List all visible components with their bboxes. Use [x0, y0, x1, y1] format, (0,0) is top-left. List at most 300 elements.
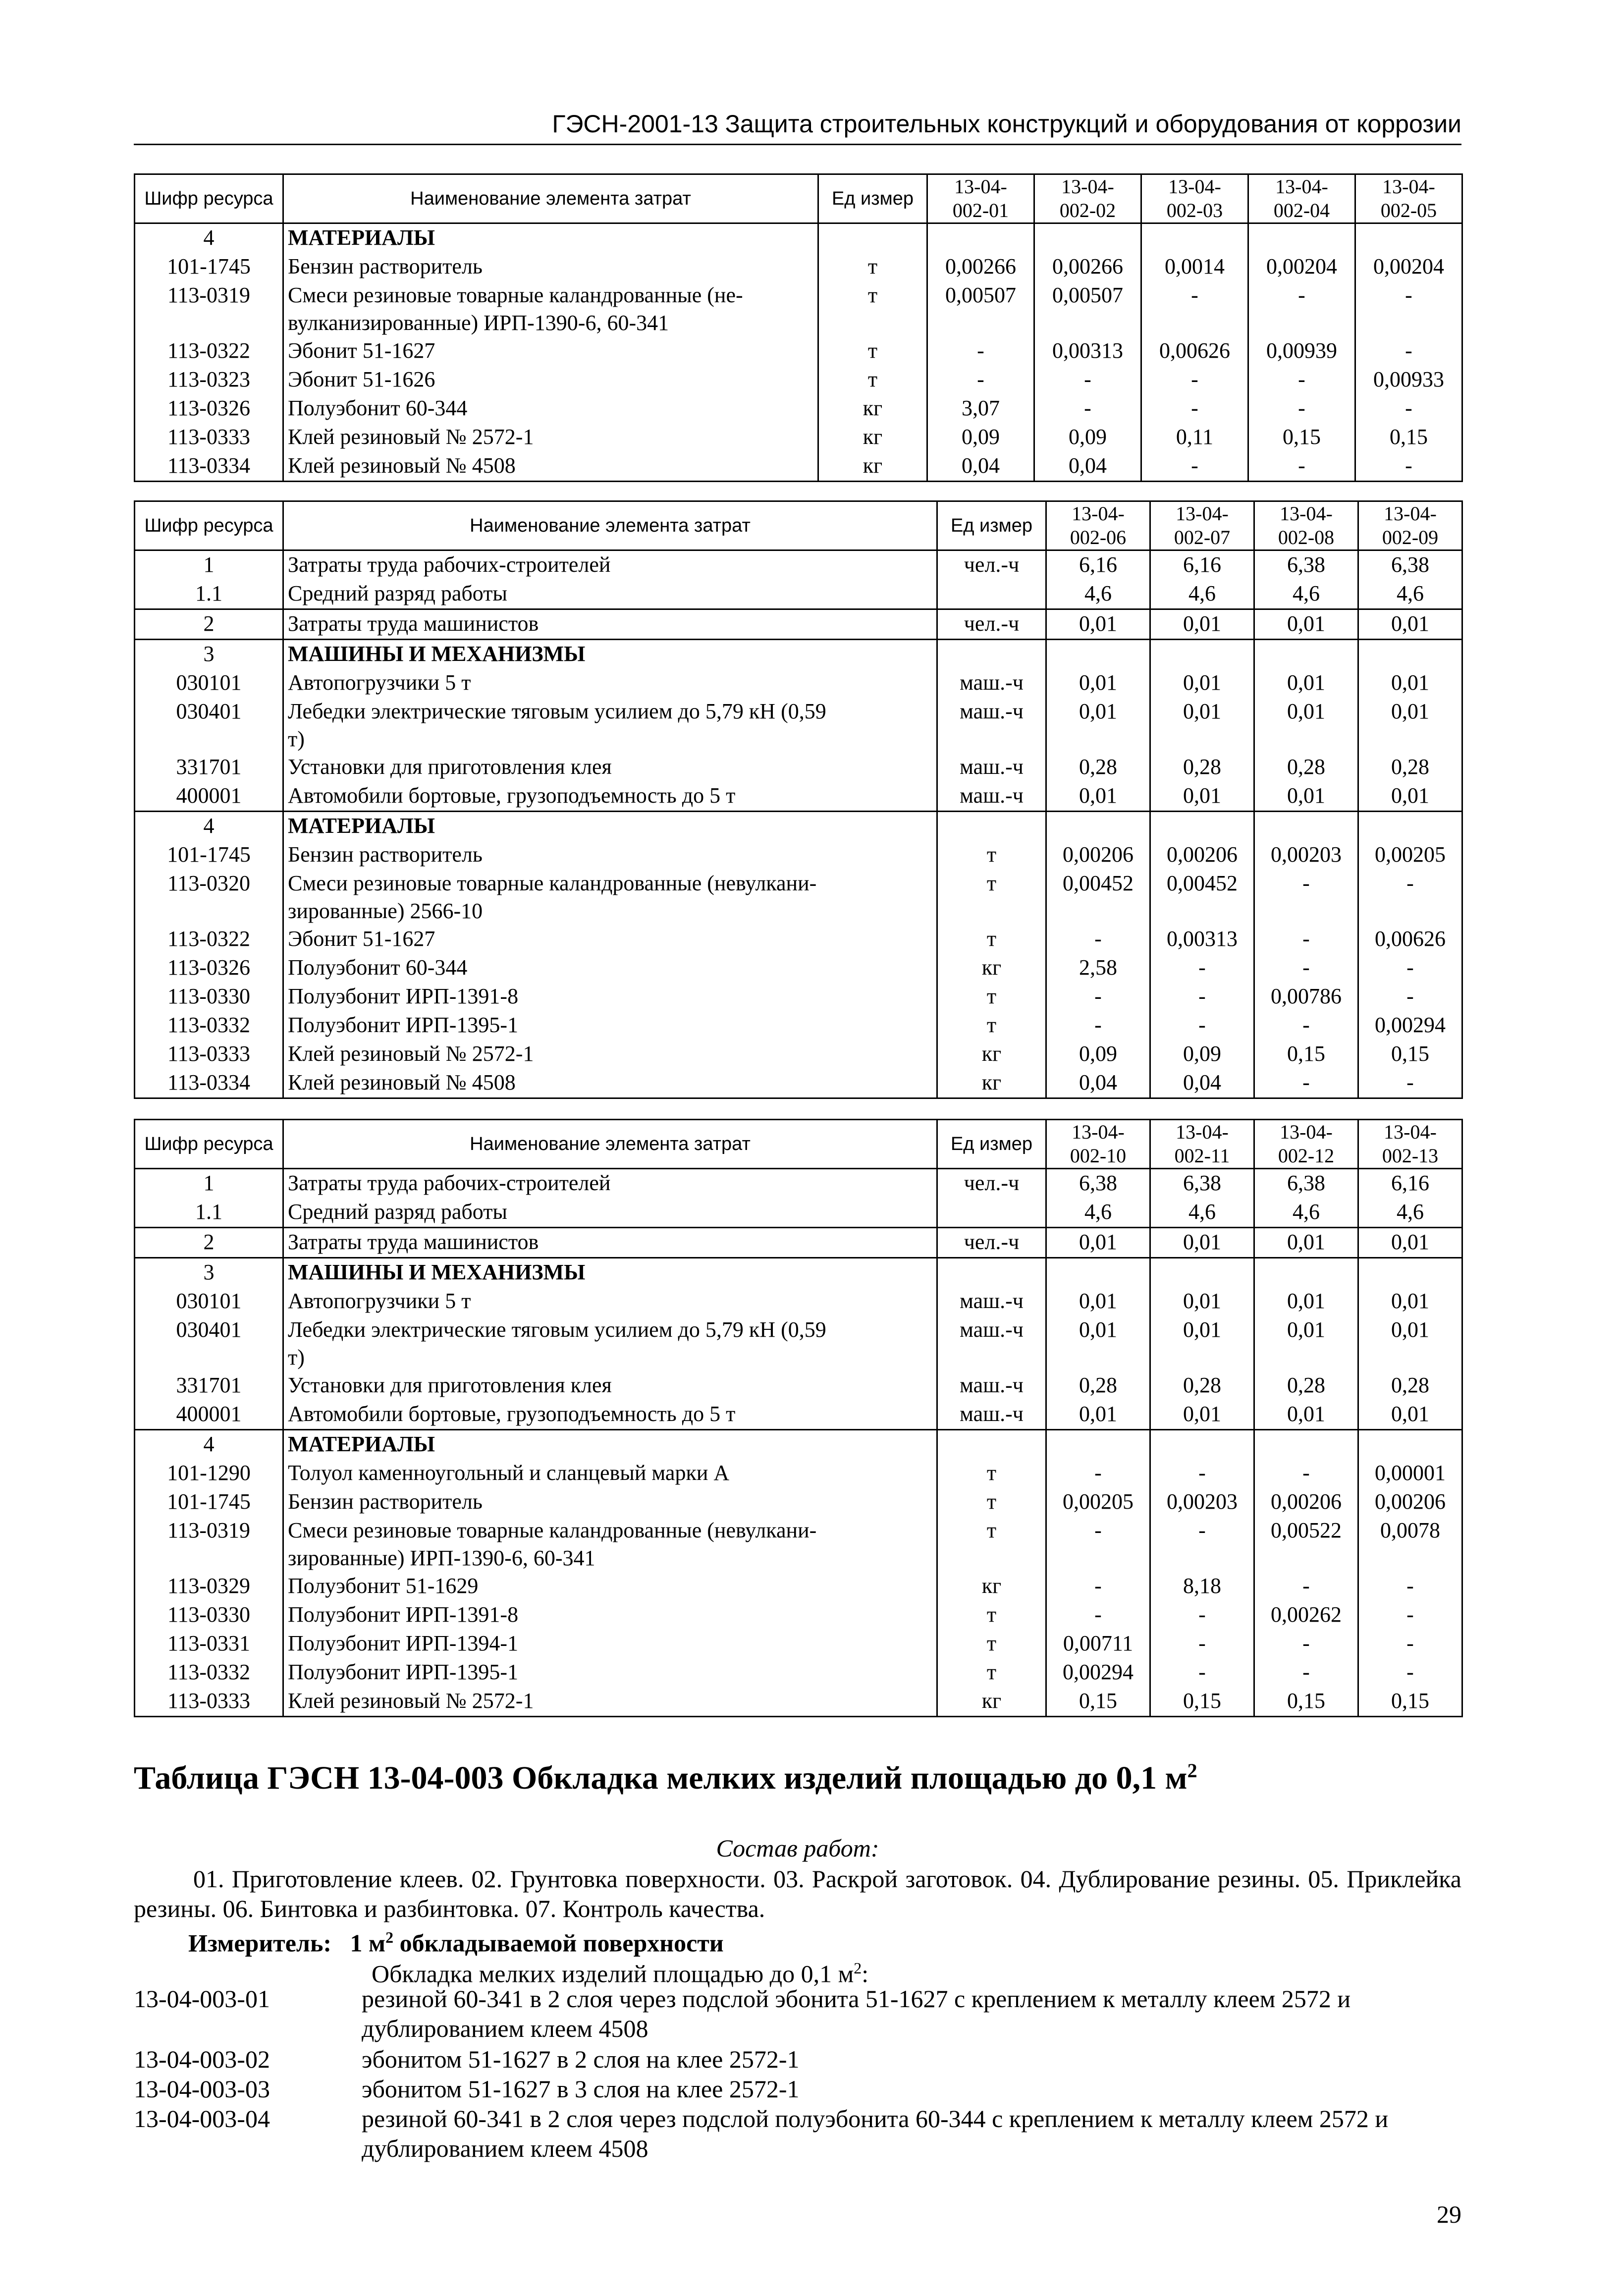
value-cell: 4,6 [1046, 580, 1150, 609]
element-name: Средний разряд работы [283, 1198, 937, 1228]
value-cell: - [1254, 1011, 1358, 1040]
header-norm-code: 13-04- 002-06 [1046, 501, 1150, 550]
table-row [135, 669, 1462, 698]
value-cell: - [1141, 366, 1248, 394]
element-name: Толуол каменноугольный и сланцевый марки А [283, 1459, 937, 1488]
value-cell: 0,00206 [1150, 841, 1254, 870]
element-name: Полуэбонит 51-1629 [283, 1572, 937, 1601]
value-cell: - [1358, 1601, 1462, 1630]
table-header-row [135, 501, 1462, 550]
resource-code: 400001 [135, 782, 283, 812]
value-cell: 0,01 [1358, 698, 1462, 753]
resource-code: 2 [135, 1228, 283, 1258]
section-row [135, 1258, 1462, 1288]
table-row [135, 423, 1462, 452]
norm-item-text: резиной 60-341 в 2 слоя через подслой эбонита 51-1627 с креплением к металлу клеем 2572 и дублированием клеем 4508 [362, 1985, 1351, 2042]
element-name: Бензин растворитель [283, 841, 937, 870]
resource-code: 113-0333 [135, 423, 283, 452]
value-cell: 0,01 [1254, 698, 1358, 753]
table-row [135, 954, 1462, 983]
header-norm-code: 13-04- 002-01 [927, 174, 1034, 223]
value-cell [1046, 640, 1150, 669]
value-cell: - [1034, 366, 1141, 394]
value-cell: - [927, 366, 1034, 394]
header-unit: Ед измер [937, 501, 1046, 550]
value-cell: 0,00266 [927, 253, 1034, 281]
section-title: МАТЕРИАЛЫ [283, 812, 937, 841]
resource-code: 113-0332 [135, 1011, 283, 1040]
value-cell: - [1254, 954, 1358, 983]
value-cell: - [1358, 1630, 1462, 1658]
value-cell: 4,6 [1358, 580, 1462, 609]
value-cell: 0,01 [1254, 669, 1358, 698]
value-cell: - [1150, 1601, 1254, 1630]
table-row [135, 1687, 1462, 1717]
unit-cell: маш.-ч [937, 1287, 1046, 1316]
value-cell: 0,00313 [1034, 337, 1141, 366]
value-cell: - [1150, 1630, 1254, 1658]
value-cell: 0,28 [1046, 753, 1150, 782]
measurement-pre: 1 м [350, 1929, 386, 1957]
element-name: Установки для приготовления клея [283, 1371, 937, 1400]
value-cell: 0,00626 [1358, 925, 1462, 954]
value-cell: - [1046, 1601, 1150, 1630]
value-cell [1141, 223, 1248, 253]
value-cell: - [1358, 1658, 1462, 1687]
value-cell: 0,00294 [1046, 1658, 1150, 1687]
value-cell: 0,15 [1150, 1687, 1254, 1717]
header-norm-code: 13-04- 002-03 [1141, 174, 1248, 223]
value-cell: 0,00206 [1358, 1488, 1462, 1517]
value-cell: 0,15 [1254, 1687, 1358, 1717]
value-cell [1254, 1430, 1358, 1460]
value-cell: 0,01 [1046, 1228, 1150, 1258]
value-cell: 4,6 [1150, 580, 1254, 609]
unit-cell: т [937, 1488, 1046, 1517]
table-row [135, 698, 1462, 753]
resource-code: 4 [135, 1430, 283, 1460]
element-name: Полуэбонит 60-344 [283, 394, 818, 423]
header-norm-code: 13-04- 002-13 [1358, 1120, 1462, 1169]
value-cell: 0,01 [1046, 1316, 1150, 1371]
value-cell: 0,01 [1358, 782, 1462, 812]
section-row [135, 812, 1462, 841]
value-cell: 0,00203 [1150, 1488, 1254, 1517]
element-name: Эбонит 51-1627 [283, 337, 818, 366]
table-row [135, 1601, 1462, 1630]
value-cell: 0,01 [1254, 782, 1358, 812]
unit-cell: т [937, 1630, 1046, 1658]
element-name: Эбонит 51-1626 [283, 366, 818, 394]
value-cell: - [1046, 1459, 1150, 1488]
resource-code: 113-0330 [135, 983, 283, 1011]
value-cell [1358, 1430, 1462, 1460]
value-cell: 0,00507 [927, 281, 1034, 337]
value-cell: 0,00313 [1150, 925, 1254, 954]
value-cell: 0,00204 [1355, 253, 1462, 281]
element-name: Автопогрузчики 5 т [283, 1287, 937, 1316]
resource-code: 113-0322 [135, 925, 283, 954]
value-cell: 0,28 [1046, 1371, 1150, 1400]
table-row [135, 1572, 1462, 1601]
value-cell: 0,28 [1150, 1371, 1254, 1400]
value-cell [1150, 1258, 1254, 1288]
value-cell: 4,6 [1150, 1198, 1254, 1228]
table-heading-text: Таблица ГЭСН 13-04-003 Обкладка мелких изделий площадью до 0,1 м [134, 1760, 1187, 1796]
value-cell: 0,01 [1150, 1228, 1254, 1258]
table-row [135, 366, 1462, 394]
table-row [135, 1316, 1462, 1371]
table-row [135, 983, 1462, 1011]
header-norm-code: 13-04- 002-07 [1150, 501, 1254, 550]
table-row [135, 753, 1462, 782]
table-row [135, 1517, 1462, 1572]
resource-code: 113-0334 [135, 452, 283, 482]
value-cell: 0,01 [1150, 1316, 1254, 1371]
value-cell: 0,00204 [1248, 253, 1355, 281]
value-cell: 0,01 [1254, 609, 1358, 640]
element-name: Эбонит 51-1627 [283, 925, 937, 954]
value-cell: 0,15 [1248, 423, 1355, 452]
value-cell: 0,0078 [1358, 1517, 1462, 1572]
value-cell: 0,28 [1254, 753, 1358, 782]
value-cell: - [1150, 983, 1254, 1011]
resource-code: 030401 [135, 1316, 283, 1371]
resource-code: 3 [135, 640, 283, 669]
lining-caption-pre: Обкладка мелких изделий площадью до 0,1 м [372, 1960, 854, 1988]
table-row [135, 1488, 1462, 1517]
value-cell: 6,16 [1150, 550, 1254, 580]
resource-code: 1 [135, 1169, 283, 1199]
resource-code: 101-1745 [135, 1488, 283, 1517]
resource-code: 030101 [135, 1287, 283, 1316]
section-row [135, 223, 1462, 253]
lining-caption-sup: 2 [854, 1959, 862, 1977]
resource-code: 113-0332 [135, 1658, 283, 1687]
resource-code: 113-0326 [135, 394, 283, 423]
value-cell: 0,01 [1150, 609, 1254, 640]
value-cell: 0,01 [1358, 1287, 1462, 1316]
value-cell: 8,18 [1150, 1572, 1254, 1601]
unit-cell: кг [937, 954, 1046, 983]
norm-item-text: эбонитом 51-1627 в 3 слоя на клее 2572-1 [362, 2075, 800, 2103]
value-cell: 0,15 [1358, 1040, 1462, 1069]
value-cell: 0,00786 [1254, 983, 1358, 1011]
resource-code: 113-0334 [135, 1069, 283, 1098]
table-header-row [135, 1120, 1462, 1169]
value-cell: 0,28 [1358, 1371, 1462, 1400]
unit-cell: кг [818, 394, 927, 423]
value-cell: 0,01 [1150, 698, 1254, 753]
resource-code: 1.1 [135, 580, 283, 609]
section-row [135, 640, 1462, 669]
section-title: МАТЕРИАЛЫ [283, 1430, 937, 1460]
unit-cell: т [937, 983, 1046, 1011]
value-cell [1358, 1258, 1462, 1288]
value-cell: 0,00939 [1248, 337, 1355, 366]
value-cell: 4,6 [1046, 1198, 1150, 1228]
element-name: Затраты труда машинистов [283, 1228, 937, 1258]
table-row [135, 1459, 1462, 1488]
resource-code: 113-0329 [135, 1572, 283, 1601]
value-cell: 0,04 [1150, 1069, 1254, 1098]
value-cell: - [1150, 1011, 1254, 1040]
value-cell [1034, 223, 1141, 253]
value-cell: 0,01 [1046, 669, 1150, 698]
unit-cell: т [937, 1658, 1046, 1687]
resource-table-2 [134, 500, 1463, 1099]
value-cell: 0,00294 [1358, 1011, 1462, 1040]
value-cell: 0,01 [1150, 1287, 1254, 1316]
value-cell: 2,58 [1046, 954, 1150, 983]
value-cell: 6,38 [1046, 1169, 1150, 1199]
resource-code: 1.1 [135, 1198, 283, 1228]
resource-code: 113-0322 [135, 337, 283, 366]
table-row [135, 841, 1462, 870]
value-cell: 0,01 [1358, 1316, 1462, 1371]
unit-cell: т [937, 1517, 1046, 1572]
value-cell [1046, 812, 1150, 841]
resource-code: 400001 [135, 1400, 283, 1430]
resource-code: 113-0333 [135, 1040, 283, 1069]
unit-cell: т [937, 870, 1046, 925]
header-unit: Ед измер [818, 174, 927, 223]
element-name: Затраты труда машинистов [283, 609, 937, 640]
table-row [135, 253, 1462, 281]
value-cell: - [1141, 452, 1248, 482]
value-cell: - [1046, 983, 1150, 1011]
element-name: Автопогрузчики 5 т [283, 669, 937, 698]
section-title: МАШИНЫ И МЕХАНИЗМЫ [283, 640, 937, 669]
unit-cell: маш.-ч [937, 1400, 1046, 1430]
resource-table-1 [134, 173, 1463, 482]
value-cell: 0,00711 [1046, 1630, 1150, 1658]
page-number: 29 [1437, 2200, 1461, 2228]
element-name: Полуэбонит ИРП-1391-8 [283, 1601, 937, 1630]
value-cell: - [1150, 954, 1254, 983]
value-cell: - [1248, 394, 1355, 423]
table-row [135, 609, 1462, 640]
value-cell: - [927, 337, 1034, 366]
unit-cell: чел.-ч [937, 1169, 1046, 1199]
value-cell: 0,01 [1358, 609, 1462, 640]
value-cell: 6,38 [1150, 1169, 1254, 1199]
resource-code: 4 [135, 223, 283, 253]
unit-cell: маш.-ч [937, 1371, 1046, 1400]
element-name: Средний разряд работы [283, 580, 937, 609]
resource-code: 030101 [135, 669, 283, 698]
value-cell: 0,11 [1141, 423, 1248, 452]
table-row [135, 1630, 1462, 1658]
value-cell [1358, 640, 1462, 669]
table-row [135, 452, 1462, 482]
section-row [135, 1430, 1462, 1460]
header-norm-code: 13-04- 002-08 [1254, 501, 1358, 550]
measurement-sup: 2 [385, 1928, 394, 1946]
header-resource-code: Шифр ресурса [135, 174, 283, 223]
value-cell: - [1355, 452, 1462, 482]
element-name: Установки для приготовления клея [283, 753, 937, 782]
resource-code: 113-0320 [135, 870, 283, 925]
table-header-row [135, 174, 1462, 223]
header-norm-code: 13-04- 002-10 [1046, 1120, 1150, 1169]
resource-code: 4 [135, 812, 283, 841]
norm-item-code: 13-04-003-04 [134, 2105, 270, 2132]
work-composition-title: Состав работ: [716, 1834, 879, 1862]
element-name: Полуэбонит ИРП-1394-1 [283, 1630, 937, 1658]
table-row [135, 1228, 1462, 1258]
unit-cell: т [937, 1459, 1046, 1488]
work-composition-text: 01. Приготовление клеев. 02. Грунтовка поверхности. 03. Раскрой заготовок. 04. Дублирование резины. 05. Приклейка резины. 06. Бинтовка и разбинтовка. 07. Контроль качества. [134, 1865, 1461, 1922]
value-cell [1046, 1430, 1150, 1460]
element-name: Бензин растворитель [283, 253, 818, 281]
value-cell: - [1358, 870, 1462, 925]
resource-code: 113-0331 [135, 1630, 283, 1658]
table-row [135, 1069, 1462, 1098]
value-cell: 4,6 [1254, 580, 1358, 609]
value-cell: - [1355, 281, 1462, 337]
element-name: Лебедки электрические тяговым усилием до 5,79 кН (0,59 т) [283, 1316, 937, 1371]
unit-cell [937, 1258, 1046, 1288]
table-row [135, 1040, 1462, 1069]
element-name: Клей резиновый № 4508 [283, 1069, 937, 1098]
unit-cell: т [937, 1601, 1046, 1630]
unit-cell: кг [937, 1069, 1046, 1098]
table-row [135, 782, 1462, 812]
element-name: Смеси резиновые товарные каландрованные (невулкани- зированные) 2566-10 [283, 870, 937, 925]
value-cell: 0,00203 [1254, 841, 1358, 870]
resource-code: 1 [135, 550, 283, 580]
value-cell: 0,01 [1358, 669, 1462, 698]
value-cell: - [1141, 394, 1248, 423]
value-cell: - [1355, 337, 1462, 366]
value-cell: 0,00626 [1141, 337, 1248, 366]
element-name: Клей резиновый № 2572-1 [283, 1687, 937, 1717]
resource-code: 113-0323 [135, 366, 283, 394]
value-cell [1150, 640, 1254, 669]
element-name: Автомобили бортовые, грузоподъемность до 5 т [283, 1400, 937, 1430]
value-cell: 0,01 [1150, 1400, 1254, 1430]
value-cell: - [1034, 394, 1141, 423]
value-cell: 0,04 [1034, 452, 1141, 482]
element-name: Лебедки электрические тяговым усилием до 5,79 кН (0,59 т) [283, 698, 937, 753]
value-cell [1254, 1258, 1358, 1288]
unit-cell: чел.-ч [937, 550, 1046, 580]
resource-code: 101-1290 [135, 1459, 283, 1488]
value-cell: 0,01 [1254, 1287, 1358, 1316]
header-element-name: Наименование элемента затрат [283, 501, 937, 550]
unit-cell: чел.-ч [937, 1228, 1046, 1258]
resource-code: 113-0330 [135, 1601, 283, 1630]
value-cell: 0,00001 [1358, 1459, 1462, 1488]
table-row [135, 1011, 1462, 1040]
unit-cell: маш.-ч [937, 698, 1046, 753]
value-cell: 0,15 [1358, 1687, 1462, 1717]
lining-caption-post: : [862, 1960, 869, 1988]
norm-item-text: резиной 60-341 в 2 слоя через подслой полуэбонита 60-344 с креплением к металлу клеем 2572 и дублированием клеем 4508 [362, 2105, 1389, 2162]
value-cell: 0,0014 [1141, 253, 1248, 281]
value-cell: - [1248, 452, 1355, 482]
value-cell: 6,16 [1046, 550, 1150, 580]
value-cell: - [1254, 1630, 1358, 1658]
resource-code: 030401 [135, 698, 283, 753]
lining-caption [372, 1953, 868, 1989]
value-cell: - [1358, 1572, 1462, 1601]
unit-cell: т [937, 1011, 1046, 1040]
value-cell: - [1254, 870, 1358, 925]
value-cell: - [1355, 394, 1462, 423]
value-cell: 0,09 [927, 423, 1034, 452]
unit-cell: маш.-ч [937, 1316, 1046, 1371]
table-row [135, 550, 1462, 580]
value-cell: 0,00933 [1355, 366, 1462, 394]
element-name: Смеси резиновые товарные каландрованные (не- вулканизированные) ИРП-1390-6, 60-341 [283, 281, 818, 337]
resource-code: 331701 [135, 1371, 283, 1400]
resource-code: 113-0326 [135, 954, 283, 983]
value-cell [927, 223, 1034, 253]
value-cell: 0,15 [1254, 1040, 1358, 1069]
table-row [135, 580, 1462, 609]
value-cell: 0,00206 [1254, 1488, 1358, 1517]
resource-code: 113-0319 [135, 1517, 283, 1572]
value-cell: 6,38 [1254, 550, 1358, 580]
resource-code: 101-1745 [135, 253, 283, 281]
resource-code: 113-0333 [135, 1687, 283, 1717]
header-norm-code: 13-04- 002-12 [1254, 1120, 1358, 1169]
header-resource-code: Шифр ресурса [135, 501, 283, 550]
running-header: ГЭСН-2001-13 Защита строительных конструкций и оборудования от коррозии [552, 110, 1461, 138]
table-heading-sup: 2 [1187, 1759, 1197, 1782]
value-cell: 3,07 [927, 394, 1034, 423]
value-cell: 4,6 [1358, 1198, 1462, 1228]
section-title: МАТЕРИАЛЫ [283, 223, 818, 253]
value-cell: 0,15 [1046, 1687, 1150, 1717]
element-name: Полуэбонит ИРП-1395-1 [283, 1011, 937, 1040]
table-row [135, 1400, 1462, 1430]
value-cell: - [1254, 925, 1358, 954]
table-row [135, 281, 1462, 337]
value-cell [1150, 812, 1254, 841]
header-norm-code: 13-04- 002-05 [1355, 174, 1462, 223]
table-row [135, 925, 1462, 954]
value-cell: 0,01 [1358, 1228, 1462, 1258]
element-name: Смеси резиновые товарные каландрованные (невулкани- зированные) ИРП-1390-6, 60-341 [283, 1517, 937, 1572]
element-name: Бензин растворитель [283, 1488, 937, 1517]
element-name: Клей резиновый № 2572-1 [283, 1040, 937, 1069]
header-norm-code: 13-04- 002-02 [1034, 174, 1141, 223]
value-cell: - [1150, 1517, 1254, 1572]
value-cell [1358, 812, 1462, 841]
unit-cell: кг [937, 1040, 1046, 1069]
value-cell: 0,01 [1254, 1400, 1358, 1430]
table-row [135, 1169, 1462, 1199]
header-norm-code: 13-04- 002-04 [1248, 174, 1355, 223]
header-norm-code: 13-04- 002-11 [1150, 1120, 1254, 1169]
table-row [135, 394, 1462, 423]
value-cell: 0,28 [1150, 753, 1254, 782]
header-element-name: Наименование элемента затрат [283, 174, 818, 223]
unit-cell [937, 640, 1046, 669]
unit-cell: маш.-ч [937, 782, 1046, 812]
table-row [135, 1658, 1462, 1687]
norm-item-code: 13-04-003-03 [134, 2075, 270, 2103]
value-cell: 0,01 [1150, 669, 1254, 698]
value-cell: - [1248, 281, 1355, 337]
unit-cell: т [937, 841, 1046, 870]
unit-cell [937, 1430, 1046, 1460]
value-cell: - [1358, 1069, 1462, 1098]
unit-cell [937, 580, 1046, 609]
